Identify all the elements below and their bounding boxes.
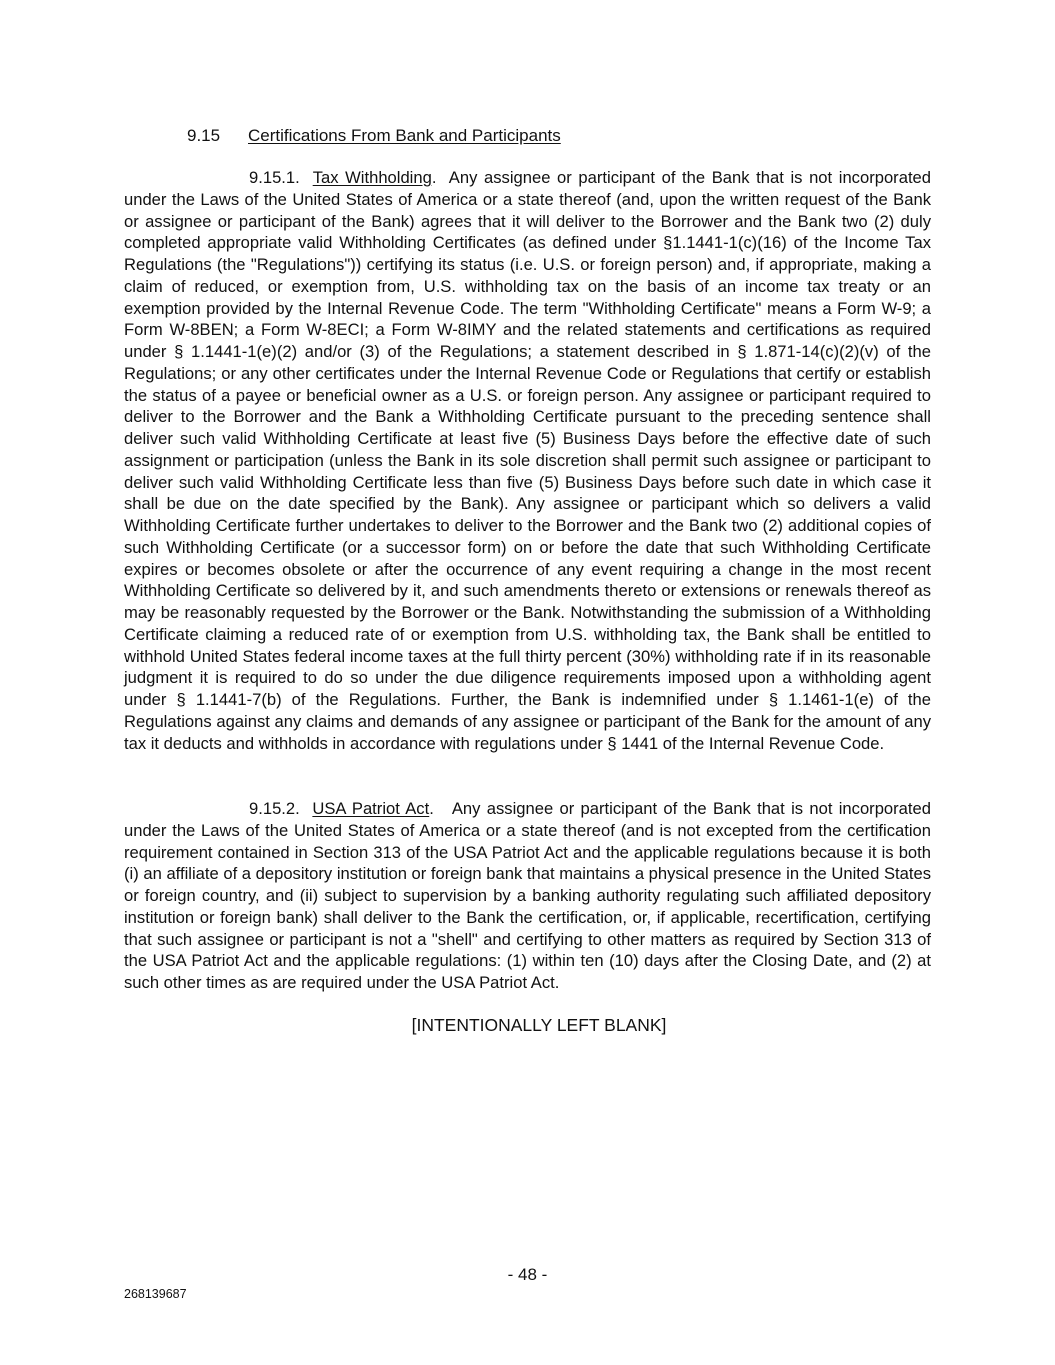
paragraph-tax-withholding [124, 167, 931, 754]
document-id: 268139687 [124, 1287, 187, 1301]
paragraph-heading: USA Patriot Act [312, 799, 430, 818]
paragraph-number: 9.15.2. [249, 799, 300, 818]
heading-period: . [429, 799, 434, 818]
section-title: Certifications From Bank and Participants [248, 126, 561, 145]
paragraph-usa-patriot-act [124, 798, 931, 994]
section-heading [187, 125, 561, 147]
page-number: - 48 - [507, 1265, 548, 1284]
section-number: 9.15 [187, 126, 221, 145]
intentionally-left-blank-notice: [INTENTIONALLY LEFT BLANK] [411, 1015, 667, 1035]
paragraph-number: 9.15.1. [249, 168, 300, 187]
paragraph-heading: Tax Withholding [312, 168, 432, 187]
paragraph-body: Any assignee or participant of the Bank that is not incorporated under the Laws of the United States of America or a state thereof (and, upon the written request of the Bank or assignee or participant of the Bank) agrees that it will deliver to the Borrower and the Bank two (2) duly completed appropriate valid Withholding Certificates (as defined under §1.1441-1(c)(16) of the Income Tax Regulations (the "Regulations")) certifying its status (i.e. U.S. or foreign person) and, if appropriate, making a claim of reduced, or exemption from, U.S. withholding tax on the basis of an income tax treaty or an exemption provided by the Internal Revenue Code. The term "Withholding Certificate" means a Form W-9; a Form W-8BEN; a Form W-8ECI; a Form W-8IMY and the related statements and certifications as required under § 1.1441-1(e)(2) and/or (3) of the Regulations; a statement described in § 1.871-14(c)(2)(v) of the Regulations; or any other certificates under the Internal Revenue Code or Regulations that certify or establish the status of a payee or beneficial owner as a U.S. or foreign person. Any assignee or participant required to deliver to the Borrower and the Bank a Withholding Certificate pursuant to the preceding sentence shall deliver such valid Withholding Certificate at least five (5) Business Days before the effective date of such assignment or participation (unless the Bank in its sole discretion shall permit such assignee or participant to deliver such valid Withholding Certificate less than five (5) Business Days before such date in which case it shall be due on the date specified by the Bank). Any assignee or participant which so delivers a valid Withholding Certificate further undertakes to deliver to the Borrower and the Bank two (2) additional copies of such Withholding Certificate (or a successor form) on or before the date that such Withholding Certificate expires or becomes obsolete or after the occurrence of any event requiring a change in the most recent Withholding Certificate so delivered by it, and such amendments thereto or extensions or renewals thereof as may be reasonably requested by the Borrower or the Bank. Notwithstanding the submission of a Withholding Certificate claiming a reduced rate of or exemption from U.S. withholding tax, the Bank shall be entitled to withhold United States federal income taxes at the full thirty percent (30%) withholding rate if in its reasonable judgment it is required to do so under the due diligence requirements imposed upon a withholding agent under § 1.1441-7(b) of the Regulations. Further, the Bank is indemnified under § 1.1461-1(e) of the Regulations against any claims and demands of any assignee or participant of the Bank for the amount of any tax it deducts and withholds in accordance with regulations under § 1441 of the Internal Revenue Code. [124, 168, 932, 753]
paragraph-body: Any assignee or participant of the Bank that is not incorporated under the Laws of the United States of America or a state thereof (and is not excepted from the certification requirement contained in Section 313 of the USA Patriot Act and the applicable regulations because it is both (i) an affiliate of a depository institution or foreign bank that maintains a physical presence in the United States or foreign country, and (ii) subject to supervision by a banking authority regulating such affiliated depository institution or foreign bank) shall deliver to the Bank the certification, or, if applicable, recertification, certifying that such assignee or participant is not a "shell" and certifying to other matters as required by Section 313 of the USA Patriot Act and the applicable regulations: (1) within ten (10) days after the Closing Date, and (2) at such other times as are required under the USA Patriot Act. [124, 799, 931, 992]
heading-period: . [431, 168, 437, 187]
